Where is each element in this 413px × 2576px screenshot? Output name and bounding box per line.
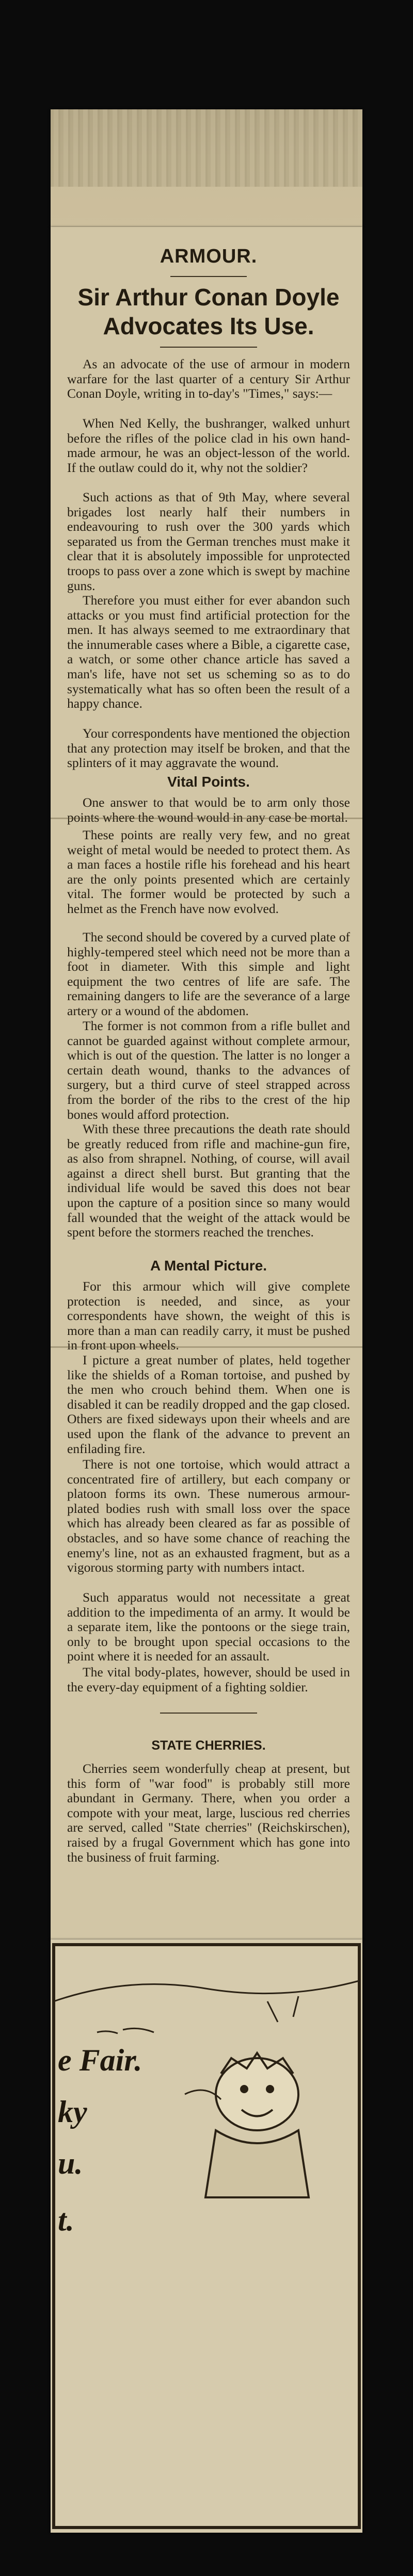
paragraph: Such actions as that of 9th May, where several brigades lost nearly half their numbers in endeavouring to rush over the 300 yards which separated us from the German trenches must make it clear that it is absolutely impossible for unprotected troops to pass over a zone which is swept by machine guns. (67, 490, 350, 593)
paragraph: The vital body-plates, however, should be used in the every-day equipment of a fighting soldier. (67, 1665, 350, 1694)
cartoon-lettering-2: ky (58, 2095, 87, 2129)
paragraph: I picture a great number of plates, held together like the shields of a Roman tortoise, and pushed by the men who crouch behind them. When one is disabled it can be readily dropped and the gap closed. Others are fixed sideways upon their wheels and are used upon the flank of the advance to prevent an enfilading fire. (67, 1352, 350, 1456)
cartoon-lettering-1: e Fair. (58, 2043, 142, 2077)
paragraph: One answer to that would be to arm only those points where the wound would in any case be mortal. (67, 795, 350, 825)
paragraph: The second should be covered by a curved plate of highly-tempered steel which need not be more than a foot in diameter. With this simple and light equipment the two centres of life are safe. The remaining dangers to life are the severance of a large artery or a wound of the abdomen. (67, 930, 350, 1018)
top-clipping-fragment (51, 109, 362, 227)
cartoon-line (54, 1981, 359, 2001)
cartoon-figure (205, 2053, 309, 2197)
subhead-vital-points: Vital Points. (167, 774, 250, 790)
title-rule (170, 276, 247, 277)
subtitle-rule (160, 347, 257, 348)
paragraph: Such apparatus would not necessitate a great addition to the impedimenta of an army. It would be a separate item, like the pontoons or the siege train, only to be brought upon special occasions to the point where it is needed for an assault. (67, 1590, 350, 1664)
article-title: ARMOUR. (160, 246, 258, 267)
fold-crease (51, 1346, 362, 1348)
paragraph: With these three precautions the death rate should be greatly reduced from rifle and machine-gun fire, as also from shrapnel. Nothing, of course, will avail against a direct shell burst. But granting that the individual life would be saved this does not bear upon the capture of a position since so many would fall wounded that the weight of the attack would be spent before the stormers reached the trenches. (67, 1121, 350, 1240)
cartoon-lettering-4: t. (58, 2203, 74, 2237)
blurred-photo-fragment (51, 109, 362, 187)
paragraph: As an advocate of the use of armour in modern warfare for the last quarter of a century Sir Arthur Conan Doyle, writing in to-day's "Times," says:— (67, 356, 350, 401)
paragraph: These points are really very few, and no great weight of metal would be needed to protect them. As a man faces a hostile rifle his forehead and his heart are the only points presented which are certainly vital. The former would be protected by such a helmet as the French have now evolved. (67, 827, 350, 916)
section-divider (160, 1713, 257, 1714)
paragraph: The former is not common from a rifle bullet and cannot be guarded against without complete armour, which is out of the question. The latter is no longer a certain death wound, thanks to the advances of surgery, but a third curve of steel strapped across from the border of the ribs to the crest of the hip bones would afford protection. (67, 1018, 350, 1122)
paragraph: When Ned Kelly, the bushranger, walked unhurt before the rifles of the police clad in his own hand-made armour, he was an object-lesson of the world. If the outlaw could do it, why not the soldier? (67, 416, 350, 475)
cartoon-line (267, 1996, 298, 2022)
cartoon-line (97, 2028, 154, 2033)
paragraph: There is not one tortoise, which would attract a concentrated fire of artillery, but each company or platoon forms its own. These numerous armour-plated bodies rush with small loss over the space which has already been cleared as far as possible of obstacles, and so have some chance of reaching the enemy's line, not as an exhausted fragment, but as a vigorous storming party with numbers intact. (67, 1457, 350, 1575)
subhead-state-cherries: STATE CHERRIES. (151, 1738, 266, 1753)
cartoon-lettering-3: u. (58, 2146, 83, 2180)
cartoon-fragment (51, 1939, 362, 2533)
paragraph: For this armour which will give complete protection is needed, and since, as your correspondents have shown, the weight of this is more than a man can readily carry, it must be pushed in front upon wheels. (67, 1279, 350, 1353)
armour-article-clipping (51, 227, 362, 1939)
article-subtitle: Sir Arthur Conan Doyle Advocates Its Use. (77, 284, 340, 339)
paragraph: Your correspondents have mentioned the objection that any protection may itself be broken, and that the splinters of it may aggravate the wound. (67, 726, 350, 771)
subhead-mental-picture: A Mental Picture. (150, 1258, 267, 1274)
article-column (67, 227, 350, 1939)
paragraph: Therefore you must either for ever abandon such attacks or you must find artificial protection for the men. It has always seemed to me extraordinary that the innumerable cases where a Bible, a cigarette case, a watch, or some other chance article has saved a man's life, have not set us scheming so as to do systematically what has so often been the result of a happy chance. (67, 593, 350, 711)
paragraph: Cherries seem wonderfully cheap at present, but this form of "war food" is probably still more abundant in Germany. There, when you order a compote with your meat, large, luscious red cherries are served, called "State cherries" (Reichskirschen), raised by a frugal Government which has gone into the business of fruit farming. (67, 1761, 350, 1865)
fold-crease (51, 818, 362, 819)
cartoon-illustration (51, 1939, 362, 2533)
